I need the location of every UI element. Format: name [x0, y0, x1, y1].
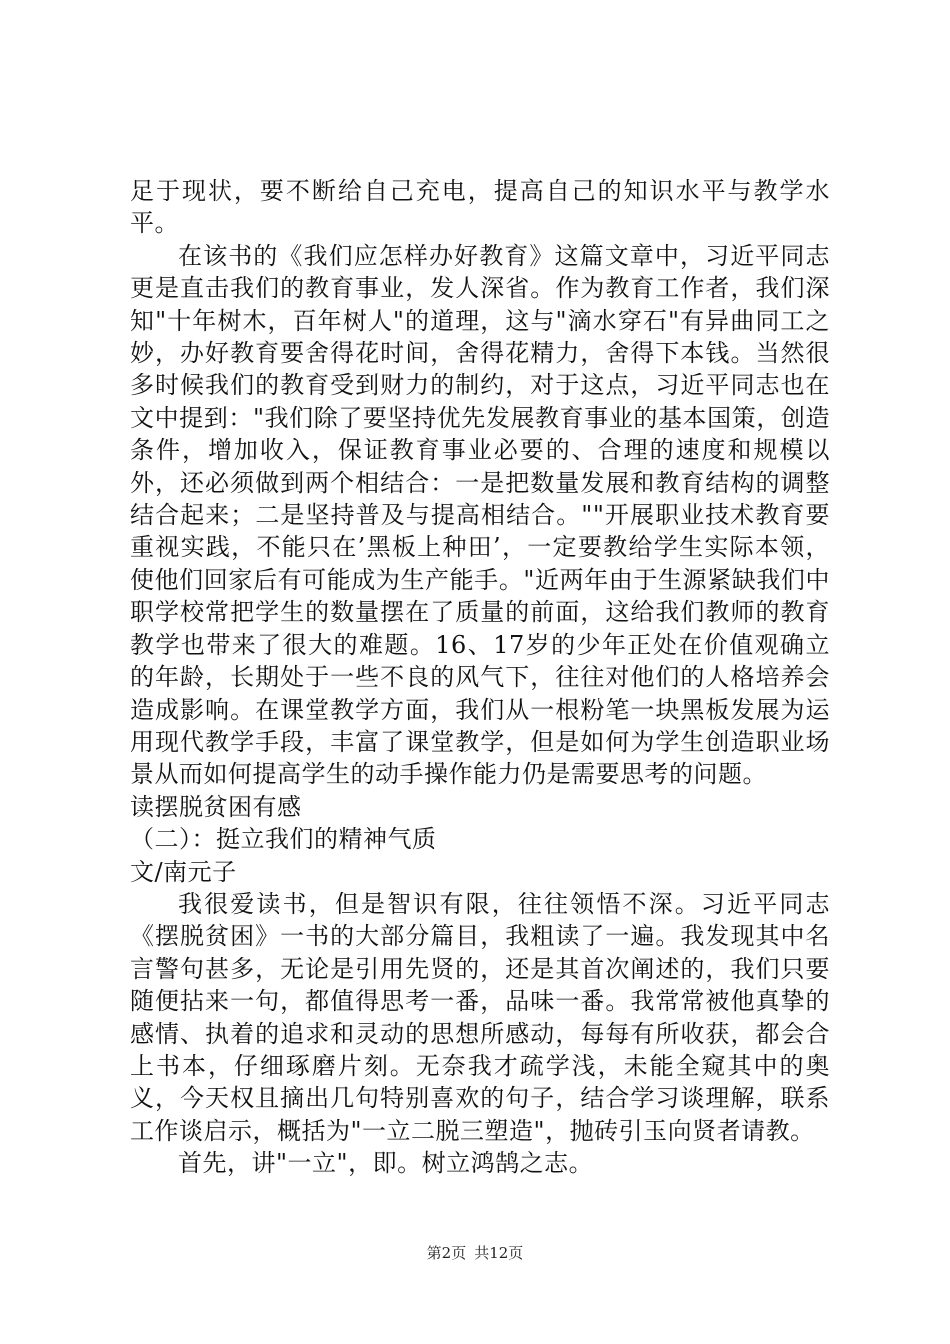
paragraph-first-point: 首先，讲"一立"，即。树立鸿鹄之志。: [178, 1149, 594, 1178]
page-footer: [0, 1243, 950, 1263]
section-subtitle: （二）：挺立我们的精神气质: [130, 825, 437, 854]
page-number: 第2页: [426, 1244, 467, 1262]
paragraph-education-article: 在该书的《我们应怎样办好教育》这篇文章中，习近平同志更是直击我们的教育事业，发人深省。作为教育工作者，我们深知"十年树木，百年树人"的道理，这与"滴水穿石"有异曲同工之妙，办好教育要舍得花时间，舍得花精力，舍得下本钱。当然很多时候我们的教育受到财力的制约，对于这点，习近平同志也在文中提到："我们除了要坚持优先发展教育事业的基本国策，创造条件，增加收入，保证教育事业必要的、合理的速度和规模以外，还必须做到两个相结合：一是把数量发展和教育结构的调整结合起来；二是坚持普及与提高相结合。""开展职业技术教育要重视实践，不能只在’黑板上种田’，一定要教给学生实际本领，使他们回家后有可能成为生产能手。"近两年由于生源紧缺我们中职学校常把学生的数量摆在了质量的前面，这给我们教师的教育教学也带来了很大的难题。16、17岁的少年正处在价值观确立的年龄，长期处于一些不良的风气下，往往对他们的人格培养会造成影响。在课堂教学方面，我们从一根粉笔一块黑板发展为运用现代教学手段，丰富了课堂教学，但是如何为学生创造职业场景从而如何提高学生的动手操作能力仍是需要思考的问题。: [130, 241, 830, 789]
paragraph-continuation: 足于现状，要不断给自己充电，提高自己的知识水平与教学水平。: [130, 177, 830, 238]
paragraph-intro: 我很爱读书，但是智识有限，往往领悟不深。习近平同志《摆脱贫困》一书的大部分篇目，我粗读了一遍。我发现其中名言警句甚多，无论是引用先贤的，还是其首次阐述的，我们只要随便拈来一句，都值得思考一番，品味一番。我常常被他真挚的感情、执着的追求和灵动的思想所感动，每每有所收获，都会合上书本，仔细琢磨片刻。无奈我才疏学浅，未能全窥其中的奥义，今天权且摘出几句特别喜欢的句子，结合学习谈理解，联系工作谈启示，概括为"一立二脱三塑造"，抛砖引玉向贤者请教。: [130, 889, 830, 1145]
author-line: 文/南元子: [130, 857, 237, 886]
section-title: 读摆脱贫困有感: [130, 792, 302, 821]
page-total: 共12页: [474, 1244, 524, 1262]
document-body: [130, 175, 830, 1180]
